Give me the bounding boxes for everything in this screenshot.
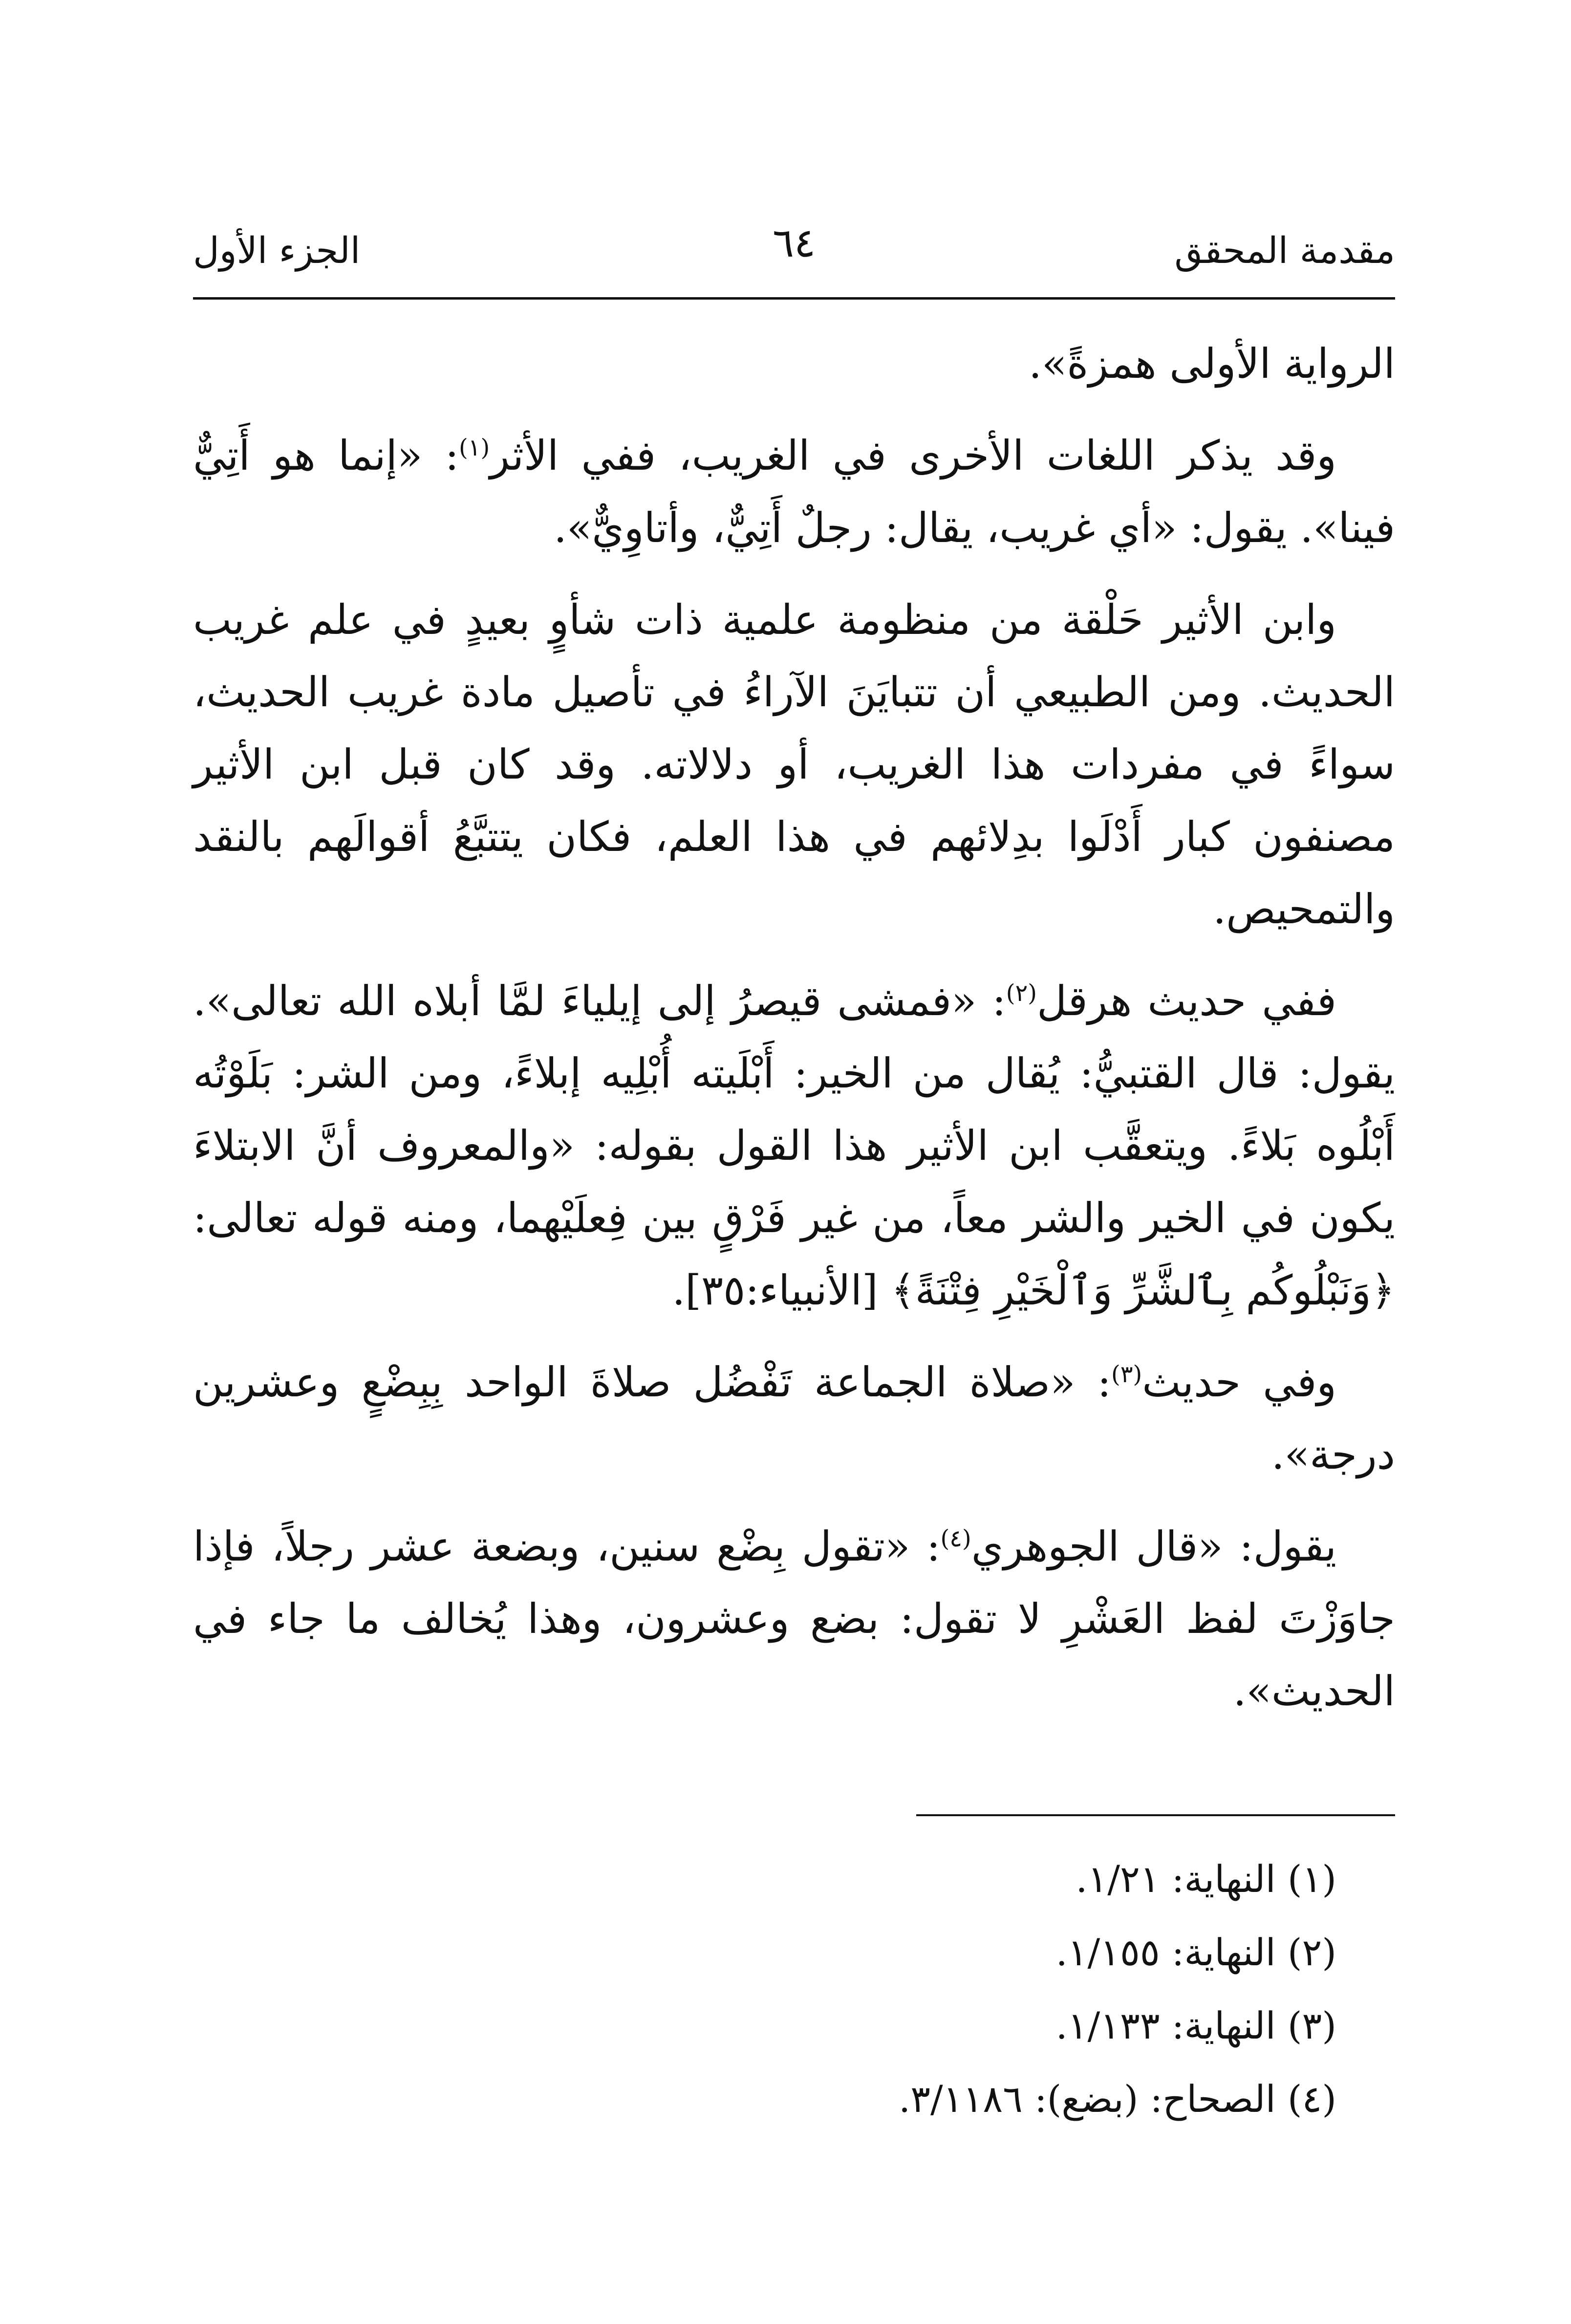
paragraph-5 bbox=[193, 1346, 1395, 1491]
paragraph-4-part-a: ففي حديث هرقل bbox=[1036, 977, 1336, 1025]
paragraph-4-part-b: : «فمشى قيصرُ إلى إيلياءَ لمَّا أبلاه الله تعالى». يقول: قال القتبيُّ: يُقال من الخير: أَبْلَيته أُبْلِيه إبلاءً، ومن الشر: بَلَوْتُه أَبْلُوه بَلاءً. ويتعقَّب ابن الأثير هذا القول بقوله: «والمعروف أنَّ الابتلاءَ يكون في الخير والشر معاً، من غير فَرْقٍ بين فِعلَيْهما، ومنه قوله تعالى: ﴿وَنَبْلُوكُم بِٱلشَّرِّ وَٱلْخَيْرِ فِتْنَةً﴾ [الأنبياء:٣٥]. bbox=[193, 977, 1395, 1314]
footnote-ref-2[interactable]: (٢) bbox=[1006, 979, 1037, 1007]
footnote-ref-4[interactable]: (٤) bbox=[940, 1525, 971, 1552]
header-rule bbox=[193, 297, 1395, 300]
section-title: مقدمة المحقق bbox=[1174, 230, 1395, 272]
paragraph-1: الرواية الأولى همزةً». bbox=[1029, 340, 1395, 388]
paragraph-3: وابن الأثير حَلْقة من منظومة علمية ذات شأوٍ بعيدٍ في علم غريب الحديث. ومن الطبيعي أن تتبايَنَ الآراءُ في تأصيل مادة غريب الحديث، سواءً في مفردات هذا الغريب، أو دلالاته. وقد كان قبل ابن الأثير مصنفون كبار أَدْلَوا بدِلائهم في هذا العلم، فكان يتتبَّعُ أقوالَهم بالنقد والتمحيص. bbox=[193, 596, 1395, 933]
paragraph-2-part-b: : «إنما هو أَتِيٌّ فينا». يقول: «أي غريب، يقال: رجلٌ أَتِيٌّ، وأتاوِيٌّ». bbox=[193, 432, 1395, 552]
paragraph-6-part-a: يقول: «قال الجوهري bbox=[971, 1522, 1336, 1570]
footnote-4: (٤) الصحاح: (بضع): ٣/١١٨٦. bbox=[899, 2077, 1336, 2121]
footnote-rule bbox=[916, 1814, 1395, 1816]
paragraph-6 bbox=[193, 1510, 1395, 1727]
paragraph-4 bbox=[193, 965, 1395, 1326]
footnote-3: (٣) النهاية: ١/١٣٣. bbox=[1055, 2004, 1336, 2047]
paragraph-5-part-a: وفي حديث bbox=[1142, 1358, 1336, 1406]
running-header bbox=[193, 220, 1395, 298]
footnote-ref-3[interactable]: (٣) bbox=[1111, 1361, 1142, 1388]
paragraph-2 bbox=[193, 419, 1395, 564]
footnote-1: (١) النهاية: ١/٢١. bbox=[1076, 1857, 1336, 1901]
page-number: ٦٤ bbox=[772, 220, 816, 266]
paragraph-2-part-a: وقد يذكر اللغات الأخرى في الغريب، ففي الأثر bbox=[490, 432, 1336, 479]
footnotes bbox=[193, 1843, 1395, 2136]
volume-label: الجزء الأول bbox=[193, 230, 361, 272]
paragraph-6-part-b: : «تقول بِضْع سنين، وبضعة عشر رجلاً، فإذا جاوَزْتَ لفظ العَشْرِ لا تقول: بضع وعشرون، وهذا يُخالف ما جاء في الحديث». bbox=[193, 1522, 1395, 1715]
main-text bbox=[193, 327, 1395, 1747]
footnote-ref-1[interactable]: (١) bbox=[459, 434, 490, 461]
footnote-2: (٢) النهاية: ١/١٥٥. bbox=[1055, 1931, 1336, 1974]
paragraph-5-part-b: : «صلاة الجماعة تَفْضُل صلاةَ الواحد بِبِضْعٍ وعشرين درجة». bbox=[193, 1358, 1395, 1478]
